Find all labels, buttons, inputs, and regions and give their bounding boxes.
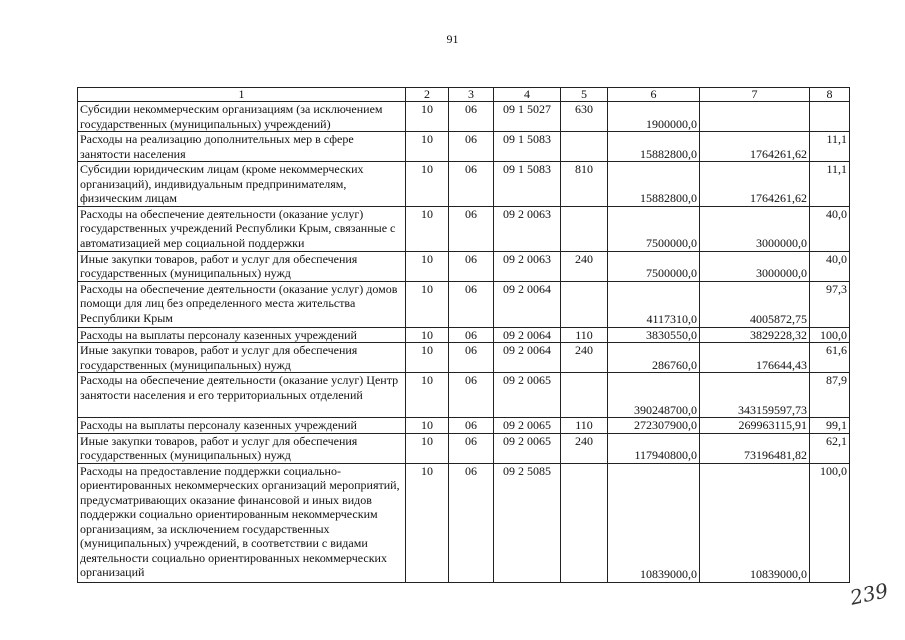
- expense-type-cell: 240: [561, 251, 608, 281]
- header-cell: 2: [406, 88, 449, 102]
- subsection-cell: 06: [449, 162, 494, 207]
- desc-cell: Расходы на предоставление поддержки социально-ориентированных некоммерческих организаций мероприятий, предусматривающих оказание финансовой и иных видов поддержки социально ориентированным некоммерческим организациям, за исключением государственных (муниципальных) учреждений, в соответствии с видами деятельности социально ориентированных некоммерческих организаций: [78, 463, 406, 582]
- section-cell: 10: [406, 433, 449, 463]
- target-code-cell: 09 1 5083: [494, 162, 561, 207]
- expense-type-cell: 240: [561, 343, 608, 373]
- table-row: [78, 281, 850, 327]
- desc-cell: Иные закупки товаров, работ и услуг для обеспечения государственных (муниципальных) нужд: [78, 433, 406, 463]
- section-cell: 10: [406, 132, 449, 162]
- table-row: [78, 433, 850, 463]
- subsection-cell: 06: [449, 418, 494, 434]
- expense-type-cell: [561, 281, 608, 327]
- expense-type-cell: [561, 206, 608, 251]
- section-cell: 10: [406, 418, 449, 434]
- table-row: [78, 343, 850, 373]
- subsection-cell: 06: [449, 343, 494, 373]
- planned-amount-cell: 15882800,0: [608, 162, 700, 207]
- percent-cell: 99,1: [810, 418, 850, 434]
- expense-type-cell: [561, 132, 608, 162]
- handwritten-signature: 239: [847, 578, 891, 610]
- actual-amount-cell: 1764261,62: [700, 162, 810, 207]
- actual-amount-cell: 176644,43: [700, 343, 810, 373]
- header-cell: 7: [700, 88, 810, 102]
- target-code-cell: 09 2 0064: [494, 327, 561, 343]
- target-code-cell: 09 2 0063: [494, 206, 561, 251]
- header-cell: 3: [449, 88, 494, 102]
- section-cell: 10: [406, 463, 449, 582]
- planned-amount-cell: 7500000,0: [608, 251, 700, 281]
- table-row: [78, 373, 850, 418]
- budget-table: [77, 87, 850, 583]
- planned-amount-cell: 272307900,0: [608, 418, 700, 434]
- actual-amount-cell: 3000000,0: [700, 251, 810, 281]
- planned-amount-cell: 10839000,0: [608, 463, 700, 582]
- table-row: [78, 102, 850, 132]
- section-cell: 10: [406, 162, 449, 207]
- expense-type-cell: [561, 373, 608, 418]
- desc-cell: Иные закупки товаров, работ и услуг для обеспечения государственных (муниципальных) нужд: [78, 343, 406, 373]
- section-cell: 10: [406, 343, 449, 373]
- percent-cell: 11,1: [810, 162, 850, 207]
- section-cell: 10: [406, 327, 449, 343]
- expense-type-cell: 810: [561, 162, 608, 207]
- subsection-cell: 06: [449, 373, 494, 418]
- desc-cell: Расходы на обеспечение деятельности (оказание услуг) Центр занятости населения и его территориальных отделений: [78, 373, 406, 418]
- actual-amount-cell: 3000000,0: [700, 206, 810, 251]
- target-code-cell: 09 2 0065: [494, 418, 561, 434]
- subsection-cell: 06: [449, 281, 494, 327]
- actual-amount-cell: 269963115,91: [700, 418, 810, 434]
- percent-cell: [810, 102, 850, 132]
- expense-type-cell: 110: [561, 418, 608, 434]
- table-row: [78, 162, 850, 207]
- target-code-cell: 09 2 0065: [494, 373, 561, 418]
- section-cell: 10: [406, 373, 449, 418]
- section-cell: 10: [406, 281, 449, 327]
- target-code-cell: 09 2 0063: [494, 251, 561, 281]
- desc-cell: Расходы на обеспечение деятельности (оказание услуг) государственных учреждений Республики Крым, связанные с автоматизацией мер социальной поддержки: [78, 206, 406, 251]
- target-code-cell: 09 2 0064: [494, 343, 561, 373]
- table-row: [78, 251, 850, 281]
- actual-amount-cell: 1764261,62: [700, 132, 810, 162]
- desc-cell: Субсидии некоммерческим организациям (за исключением государственных (муниципальных) учреждений): [78, 102, 406, 132]
- expense-type-cell: [561, 463, 608, 582]
- percent-cell: 100,0: [810, 463, 850, 582]
- header-cell: 1: [78, 88, 406, 102]
- planned-amount-cell: 7500000,0: [608, 206, 700, 251]
- header-cell: 8: [810, 88, 850, 102]
- percent-cell: 40,0: [810, 206, 850, 251]
- actual-amount-cell: 10839000,0: [700, 463, 810, 582]
- subsection-cell: 06: [449, 433, 494, 463]
- percent-cell: 97,3: [810, 281, 850, 327]
- percent-cell: 62,1: [810, 433, 850, 463]
- subsection-cell: 06: [449, 132, 494, 162]
- section-cell: 10: [406, 251, 449, 281]
- section-cell: 10: [406, 206, 449, 251]
- target-code-cell: 09 1 5027: [494, 102, 561, 132]
- percent-cell: 100,0: [810, 327, 850, 343]
- subsection-cell: 06: [449, 463, 494, 582]
- section-cell: 10: [406, 102, 449, 132]
- percent-cell: 40,0: [810, 251, 850, 281]
- planned-amount-cell: 390248700,0: [608, 373, 700, 418]
- planned-amount-cell: 1900000,0: [608, 102, 700, 132]
- expense-type-cell: 110: [561, 327, 608, 343]
- subsection-cell: 06: [449, 251, 494, 281]
- table-row: [78, 206, 850, 251]
- table-row: [78, 463, 850, 582]
- planned-amount-cell: 3830550,0: [608, 327, 700, 343]
- table-header-row: [78, 88, 850, 102]
- desc-cell: Расходы на выплаты персоналу казенных учреждений: [78, 327, 406, 343]
- planned-amount-cell: 117940800,0: [608, 433, 700, 463]
- header-cell: 4: [494, 88, 561, 102]
- expense-type-cell: 240: [561, 433, 608, 463]
- percent-cell: 61,6: [810, 343, 850, 373]
- table-row: [78, 327, 850, 343]
- actual-amount-cell: 3829228,32: [700, 327, 810, 343]
- planned-amount-cell: 4117310,0: [608, 281, 700, 327]
- desc-cell: Субсидии юридическим лицам (кроме некоммерческих организаций), индивидуальным предпринимателям, физическим лицам: [78, 162, 406, 207]
- percent-cell: 11,1: [810, 132, 850, 162]
- target-code-cell: 09 2 0065: [494, 433, 561, 463]
- desc-cell: Расходы на реализацию дополнительных мер в сфере занятости населения: [78, 132, 406, 162]
- target-code-cell: 09 1 5083: [494, 132, 561, 162]
- table-row: [78, 132, 850, 162]
- expense-type-cell: 630: [561, 102, 608, 132]
- actual-amount-cell: 73196481,82: [700, 433, 810, 463]
- header-cell: 5: [561, 88, 608, 102]
- subsection-cell: 06: [449, 206, 494, 251]
- target-code-cell: 09 2 0064: [494, 281, 561, 327]
- header-cell: 6: [608, 88, 700, 102]
- subsection-cell: 06: [449, 102, 494, 132]
- desc-cell: Расходы на обеспечение деятельности (оказание услуг) домов помощи для лиц без определенного места жительства Республики Крым: [78, 281, 406, 327]
- planned-amount-cell: 286760,0: [608, 343, 700, 373]
- table-row: [78, 418, 850, 434]
- actual-amount-cell: [700, 102, 810, 132]
- subsection-cell: 06: [449, 327, 494, 343]
- page-number: 91: [446, 32, 459, 46]
- target-code-cell: 09 2 5085: [494, 463, 561, 582]
- percent-cell: 87,9: [810, 373, 850, 418]
- desc-cell: Иные закупки товаров, работ и услуг для обеспечения государственных (муниципальных) нужд: [78, 251, 406, 281]
- planned-amount-cell: 15882800,0: [608, 132, 700, 162]
- actual-amount-cell: 4005872,75: [700, 281, 810, 327]
- desc-cell: Расходы на выплаты персоналу казенных учреждений: [78, 418, 406, 434]
- actual-amount-cell: 343159597,73: [700, 373, 810, 418]
